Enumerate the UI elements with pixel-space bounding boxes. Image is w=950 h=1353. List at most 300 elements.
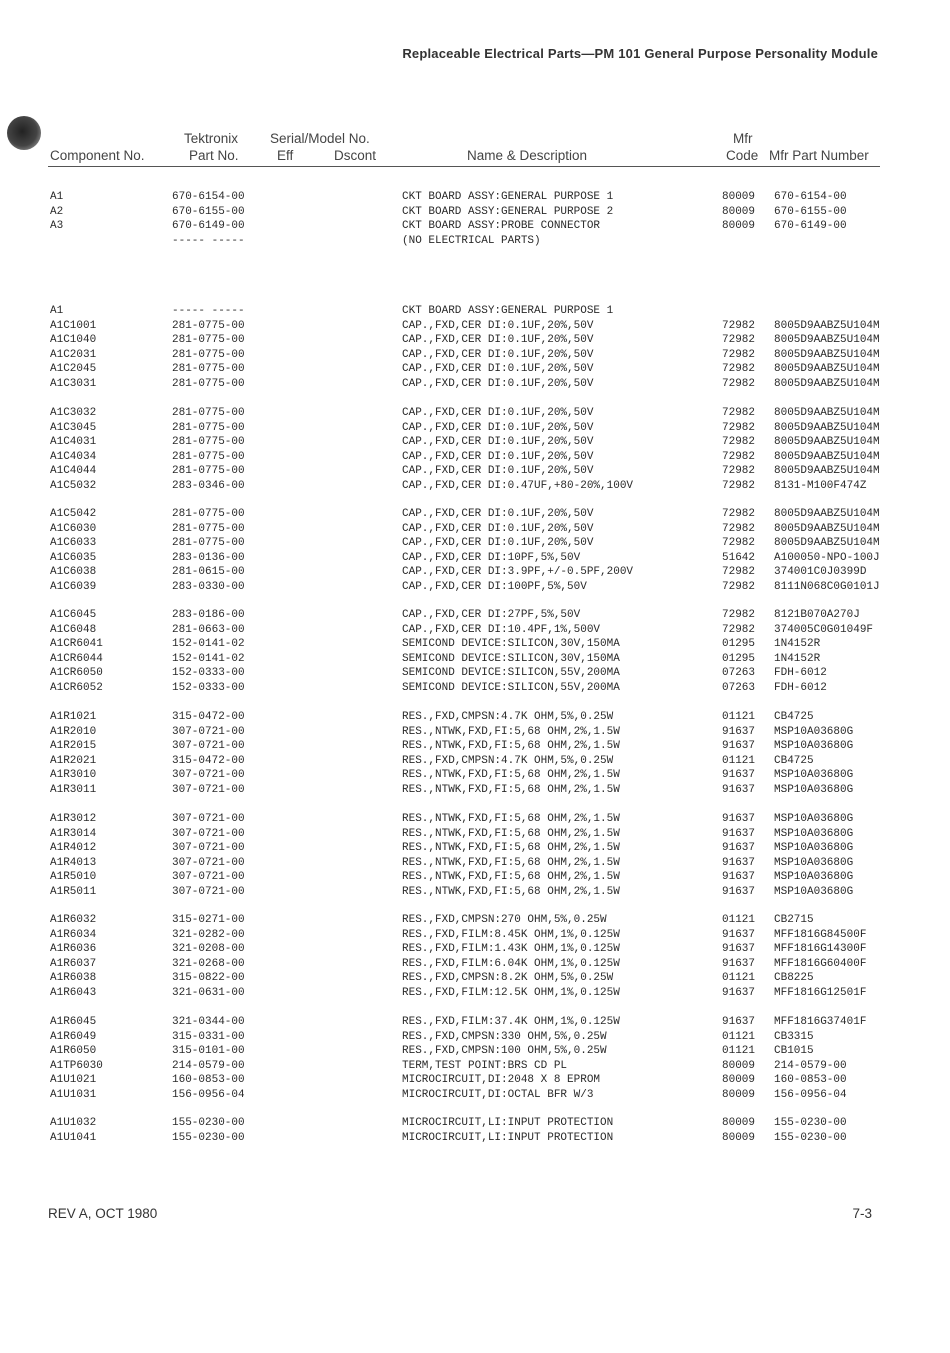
component-no: A1C2031	[50, 348, 97, 361]
mfr-part-number: 8005D9AABZ5U104M	[774, 450, 880, 463]
parts-group	[0, 507, 950, 594]
mfr-code: 80009	[722, 1074, 756, 1086]
table-row	[0, 377, 950, 392]
mfr-part-number: 8005D9AABZ5U104M	[774, 377, 880, 390]
parts-group	[0, 608, 950, 695]
description: MICROCIRCUIT,LI:INPUT PROTECTION	[402, 1117, 614, 1129]
mfr-part-number: MFF1816G60400F	[774, 957, 867, 970]
tek-part-no: 281-0775-00	[172, 421, 245, 434]
mfr-part-number: FDH-6012	[774, 667, 827, 679]
component-no: A1TP6030	[50, 1059, 103, 1072]
mfr-code: 01121	[722, 1045, 756, 1057]
table-row	[0, 406, 950, 421]
mfr-part-number: CB2715	[774, 914, 814, 926]
table-row	[0, 1116, 950, 1131]
tek-part-no: 315-0101-00	[172, 1045, 245, 1057]
description: CAP.,FXD,CER DI:0.1UF,20%,50V	[402, 407, 594, 419]
mfr-code: 91637	[722, 769, 756, 781]
mfr-code: 91637	[722, 740, 756, 752]
col-dscont: Dscont	[334, 148, 377, 163]
mfr-code: 91637	[722, 842, 756, 854]
mfr-code: 80009	[722, 1131, 756, 1144]
description: RES.,FXD,FILM:1.43K OHM,1%,0.125W	[402, 943, 620, 955]
tek-part-no: ----- -----	[172, 305, 245, 317]
table-row	[0, 957, 950, 972]
mfr-part-number: 156-0956-04	[774, 1088, 847, 1101]
description: CAP.,FXD,CER DI:0.1UF,20%,50V	[402, 319, 594, 332]
mfr-part-number: MFF1816G37401F	[774, 1016, 867, 1028]
component-no: A1C5032	[50, 479, 97, 492]
tek-part-no: 283-0186-00	[172, 609, 245, 621]
component-no: A1U1021	[50, 1074, 97, 1086]
component-no: A1C3045	[50, 421, 97, 434]
mfr-part-number: 160-0853-00	[774, 1074, 847, 1086]
parts-group	[0, 1116, 950, 1145]
table-row	[0, 1073, 950, 1088]
mfr-part-number: 374005C0G01049F	[774, 623, 874, 636]
tek-part-no: 155-0230-00	[172, 1117, 245, 1129]
tek-part-no: 152-0333-00	[172, 681, 245, 694]
description: SEMICOND DEVICE:SILICON,55V,200MA	[402, 681, 620, 694]
table-row	[0, 768, 950, 783]
table-row	[0, 565, 950, 580]
component-no: A1C6039	[50, 580, 97, 593]
mfr-code: 72982	[722, 377, 756, 390]
mfr-part-number: MSP10A03680G	[774, 842, 854, 854]
component-no: A1R6043	[50, 986, 97, 999]
mfr-part-number: MFF1816G84500F	[774, 928, 867, 941]
description: RES.,FXD,FILM:8.45K OHM,1%,0.125W	[402, 928, 620, 941]
component-no: A1R3014	[50, 827, 97, 840]
mfr-code: 80009	[722, 191, 756, 203]
table-row	[0, 739, 950, 754]
mfr-code: 80009	[722, 1059, 756, 1072]
mfr-code: 01121	[722, 914, 756, 926]
component-no: A1CR6050	[50, 667, 103, 679]
mfr-code: 01295	[722, 652, 756, 665]
mfr-code: 51642	[722, 551, 756, 564]
mfr-part-number: 670-6154-00	[774, 191, 847, 203]
parts-group	[0, 812, 950, 899]
description: MICROCIRCUIT,DI:OCTAL BFR W/3	[402, 1088, 594, 1101]
description: CAP.,FXD,CER DI:0.47UF,+80-20%,100V	[402, 479, 634, 492]
tek-part-no: 156-0956-04	[172, 1088, 245, 1101]
description: CAP.,FXD,CER DI:0.1UF,20%,50V	[402, 363, 594, 375]
tek-part-no: 670-6149-00	[172, 220, 245, 232]
mfr-part-number: 8005D9AABZ5U104M	[774, 334, 880, 346]
tek-part-no: 281-0775-00	[172, 436, 245, 448]
mfr-part-number: 374001C0J0399D	[774, 566, 867, 578]
description: RES.,NTWK,FXD,FI:5,68 OHM,2%,1.5W	[402, 856, 620, 869]
mfr-part-number: 8005D9AABZ5U104M	[774, 363, 880, 375]
table-row	[0, 885, 950, 900]
col-part-no: Part No.	[189, 148, 239, 163]
component-no: A1C4031	[50, 436, 97, 448]
tek-part-no: 315-0472-00	[172, 754, 245, 767]
component-no: A1U1041	[50, 1131, 97, 1144]
component-no: A1C6038	[50, 566, 97, 578]
mfr-part-number: MSP10A03680G	[774, 827, 854, 840]
mfr-part-number: 214-0579-00	[774, 1059, 847, 1072]
description: CAP.,FXD,CER DI:0.1UF,20%,50V	[402, 436, 594, 448]
col-name-description: Name & Description	[467, 148, 588, 163]
mfr-code: 72982	[722, 421, 756, 434]
description: CAP.,FXD,CER DI:0.1UF,20%,50V	[402, 421, 594, 434]
description: SEMICOND DEVICE:SILICON,30V,150MA	[402, 638, 620, 650]
mfr-code: 80009	[722, 220, 756, 232]
table-row	[0, 536, 950, 551]
mfr-part-number: MSP10A03680G	[774, 769, 854, 781]
component-no: A1R4012	[50, 842, 97, 854]
tek-part-no: 307-0721-00	[172, 827, 245, 840]
table-row	[0, 637, 950, 652]
tek-part-no: 315-0822-00	[172, 972, 245, 984]
description: RES.,FXD,CMPSN:270 OHM,5%,0.25W	[402, 914, 607, 926]
mfr-part-number: 670-6155-00	[774, 205, 847, 218]
tek-part-no: 283-0330-00	[172, 580, 245, 593]
mfr-code: 80009	[722, 1088, 756, 1101]
table-row	[0, 710, 950, 725]
mfr-part-number: MSP10A03680G	[774, 871, 854, 883]
description: RES.,NTWK,FXD,FI:5,68 OHM,2%,1.5W	[402, 885, 620, 898]
mfr-code: 72982	[722, 580, 756, 593]
description: CAP.,FXD,CER DI:0.1UF,20%,50V	[402, 377, 594, 390]
table-row	[0, 812, 950, 827]
table-row	[0, 551, 950, 566]
component-no: A1C3031	[50, 377, 97, 390]
mfr-part-number: 8005D9AABZ5U104M	[774, 319, 880, 332]
mfr-part-number: FDH-6012	[774, 681, 827, 694]
component-no: A1R4013	[50, 856, 97, 869]
mfr-code: 72982	[722, 609, 756, 621]
description: RES.,FXD,FILM:6.04K OHM,1%,0.125W	[402, 957, 620, 970]
mfr-code: 80009	[722, 205, 756, 218]
description: RES.,FXD,FILM:12.5K OHM,1%,0.125W	[402, 986, 620, 999]
component-no: A1	[50, 191, 64, 203]
binder-hole	[7, 116, 41, 150]
mfr-code: 91637	[722, 885, 756, 898]
description: CAP.,FXD,CER DI:0.1UF,20%,50V	[402, 348, 594, 361]
table-row	[0, 522, 950, 537]
table-row	[0, 450, 950, 465]
mfr-code: 07263	[722, 681, 756, 694]
table-row	[0, 507, 950, 522]
description: CAP.,FXD,CER DI:0.1UF,20%,50V	[402, 508, 594, 520]
tek-part-no: 307-0721-00	[172, 783, 245, 796]
description: RES.,NTWK,FXD,FI:5,68 OHM,2%,1.5W	[402, 783, 620, 796]
table-row	[0, 913, 950, 928]
component-no: A1R6038	[50, 972, 97, 984]
description: CAP.,FXD,CER DI:0.1UF,20%,50V	[402, 450, 594, 463]
tek-part-no: 281-0775-00	[172, 348, 245, 361]
description: CKT BOARD ASSY:GENERAL PURPOSE 1	[402, 191, 614, 203]
mfr-code: 91637	[722, 1016, 756, 1028]
description: RES.,NTWK,FXD,FI:5,68 OHM,2%,1.5W	[402, 769, 620, 781]
component-no: A1R2010	[50, 725, 97, 738]
mfr-part-number: 8005D9AABZ5U104M	[774, 522, 880, 535]
component-no: A1C6048	[50, 623, 97, 636]
mfr-code: 91637	[722, 928, 756, 941]
mfr-code: 91637	[722, 783, 756, 796]
mfr-code: 91637	[722, 871, 756, 883]
component-no: A1C5042	[50, 508, 97, 520]
table-row	[0, 754, 950, 769]
mfr-part-number: MSP10A03680G	[774, 856, 854, 869]
table-row	[0, 348, 950, 363]
mfr-code: 72982	[722, 348, 756, 361]
tek-part-no: 281-0775-00	[172, 377, 245, 390]
component-no: A1R6036	[50, 943, 97, 955]
component-no: A1C4034	[50, 450, 97, 463]
mfr-code: 80009	[722, 1117, 756, 1129]
component-no: A1R1021	[50, 711, 97, 723]
tek-part-no: 321-0268-00	[172, 957, 245, 970]
mfr-code: 91637	[722, 725, 756, 738]
table-row	[0, 971, 950, 986]
table-row	[0, 928, 950, 943]
table-row	[0, 841, 950, 856]
component-no: A1R2021	[50, 754, 97, 767]
table-row	[0, 435, 950, 450]
description: RES.,FXD,CMPSN:100 OHM,5%,0.25W	[402, 1045, 607, 1057]
mfr-part-number: CB4725	[774, 711, 814, 723]
parts-group	[0, 1015, 950, 1102]
mfr-code: 72982	[722, 479, 756, 492]
component-no: A2	[50, 205, 64, 218]
tek-part-no: 281-0775-00	[172, 334, 245, 346]
description: CAP.,FXD,CER DI:0.1UF,20%,50V	[402, 334, 594, 346]
description: CAP.,FXD,CER DI:0.1UF,20%,50V	[402, 537, 594, 549]
component-no: A1CR6041	[50, 638, 103, 650]
tek-part-no: 321-0344-00	[172, 1016, 245, 1028]
component-no: A1CR6052	[50, 681, 103, 694]
parts-group	[0, 913, 950, 1000]
tek-part-no: 307-0721-00	[172, 871, 245, 883]
tek-part-no: 283-0346-00	[172, 479, 245, 492]
mfr-part-number: MSP10A03680G	[774, 740, 854, 752]
mfr-part-number: 8005D9AABZ5U104M	[774, 407, 880, 419]
tek-part-no: 307-0721-00	[172, 740, 245, 752]
table-row	[0, 234, 950, 249]
description: SEMICOND DEVICE:SILICON,30V,150MA	[402, 652, 620, 665]
tek-part-no: 283-0136-00	[172, 551, 245, 564]
tek-part-no: 281-0775-00	[172, 407, 245, 419]
table-row	[0, 1044, 950, 1059]
mfr-part-number: CB1015	[774, 1045, 814, 1057]
tek-part-no: 307-0721-00	[172, 725, 245, 738]
description: RES.,FXD,CMPSN:330 OHM,5%,0.25W	[402, 1030, 607, 1043]
component-no: A1R3010	[50, 769, 97, 781]
mfr-code: 72982	[722, 450, 756, 463]
mfr-part-number: MSP10A03680G	[774, 783, 854, 796]
description: RES.,NTWK,FXD,FI:5,68 OHM,2%,1.5W	[402, 842, 620, 854]
description: MICROCIRCUIT,LI:INPUT PROTECTION	[402, 1131, 614, 1144]
component-no: A1C6035	[50, 551, 97, 564]
mfr-code: 91637	[722, 827, 756, 840]
tek-part-no: 670-6154-00	[172, 191, 245, 203]
mfr-code: 72982	[722, 407, 756, 419]
component-no: A1CR6044	[50, 652, 103, 665]
tek-part-no: 160-0853-00	[172, 1074, 245, 1086]
mfr-part-number: 8121B070A270J	[774, 609, 860, 621]
component-no: A1U1032	[50, 1117, 97, 1129]
description: CAP.,FXD,CER DI:3.9PF,+/-0.5PF,200V	[402, 566, 634, 578]
component-no: A1R6045	[50, 1016, 97, 1028]
tek-part-no: 281-0775-00	[172, 363, 245, 375]
tek-part-no: 281-0663-00	[172, 623, 245, 636]
mfr-part-number: 8005D9AABZ5U104M	[774, 537, 880, 549]
mfr-part-number: 8111N068C0G0101J	[774, 580, 880, 593]
tek-part-no: 281-0775-00	[172, 450, 245, 463]
component-no: A1R5011	[50, 885, 97, 898]
mfr-code: 01295	[722, 638, 756, 650]
table-row	[0, 362, 950, 377]
component-no: A1R6034	[50, 928, 97, 941]
component-no: A1R5010	[50, 871, 97, 883]
component-no: A3	[50, 220, 64, 232]
tek-part-no: 152-0333-00	[172, 667, 245, 679]
tek-part-no: 155-0230-00	[172, 1131, 245, 1144]
table-row	[0, 666, 950, 681]
component-no: A1C1040	[50, 334, 97, 346]
table-row	[0, 479, 950, 494]
mfr-code: 07263	[722, 667, 756, 679]
mfr-code: 01121	[722, 754, 756, 767]
description: RES.,FXD,CMPSN:4.7K OHM,5%,0.25W	[402, 711, 614, 723]
description: CKT BOARD ASSY:GENERAL PURPOSE 1	[402, 305, 614, 317]
tek-part-no: 281-0775-00	[172, 319, 245, 332]
tek-part-no: 321-0208-00	[172, 943, 245, 955]
table-row	[0, 827, 950, 842]
mfr-part-number: 1N4152R	[774, 638, 821, 650]
tek-part-no: 307-0721-00	[172, 813, 245, 825]
table-row	[0, 219, 950, 234]
tek-part-no: 315-0331-00	[172, 1030, 245, 1043]
mfr-code: 72982	[722, 465, 756, 477]
mfr-part-number: 8005D9AABZ5U104M	[774, 508, 880, 520]
mfr-code: 72982	[722, 319, 756, 332]
description: CKT BOARD ASSY:PROBE CONNECTOR	[402, 220, 601, 232]
component-no: A1R3011	[50, 783, 97, 796]
mfr-part-number: CB3315	[774, 1030, 814, 1043]
component-no: A1	[50, 305, 64, 317]
tek-part-no: 321-0282-00	[172, 928, 245, 941]
mfr-code: 72982	[722, 334, 756, 346]
description: CAP.,FXD,CER DI:0.1UF,20%,50V	[402, 522, 594, 535]
table-row	[0, 580, 950, 595]
table-row	[0, 1088, 950, 1103]
table-row	[0, 652, 950, 667]
mfr-code: 72982	[722, 508, 756, 520]
mfr-code: 72982	[722, 522, 756, 535]
col-mfr-line1: Mfr	[733, 131, 753, 146]
page-header-title: Replaceable Electrical Parts—PM 101 General Purpose Personality Module	[402, 46, 878, 61]
mfr-code: 72982	[722, 566, 756, 578]
component-no: A1C6030	[50, 522, 97, 535]
tek-part-no: 281-0775-00	[172, 537, 245, 549]
tek-part-no: 152-0141-02	[172, 638, 245, 650]
component-no: A1R6049	[50, 1030, 97, 1043]
tek-part-no: 281-0775-00	[172, 508, 245, 520]
col-mfr-code: Code	[726, 148, 759, 163]
description: RES.,NTWK,FXD,FI:5,68 OHM,2%,1.5W	[402, 871, 620, 883]
tek-part-no: 281-0775-00	[172, 522, 245, 535]
table-row	[0, 608, 950, 623]
tek-part-no: 321-0631-00	[172, 986, 245, 999]
mfr-part-number: CB4725	[774, 754, 814, 767]
tek-part-no: 307-0721-00	[172, 842, 245, 854]
description: RES.,FXD,CMPSN:4.7K OHM,5%,0.25W	[402, 754, 614, 767]
revision-label: REV A, OCT 1980	[48, 1206, 158, 1221]
mfr-code: 91637	[722, 856, 756, 869]
table-row	[0, 942, 950, 957]
component-no: A1R3012	[50, 813, 97, 825]
mfr-code: 91637	[722, 813, 756, 825]
mfr-code: 91637	[722, 943, 756, 955]
table-row	[0, 986, 950, 1001]
page-number: 7-3	[852, 1206, 872, 1221]
table-row	[0, 421, 950, 436]
tek-part-no: 214-0579-00	[172, 1059, 245, 1072]
component-no: A1R6050	[50, 1045, 97, 1057]
tek-part-no: ----- -----	[172, 234, 245, 247]
component-no: A1C2045	[50, 363, 97, 375]
description: RES.,NTWK,FXD,FI:5,68 OHM,2%,1.5W	[402, 827, 620, 840]
mfr-part-number: MSP10A03680G	[774, 813, 854, 825]
mfr-code: 72982	[722, 623, 756, 636]
component-no: A1U1031	[50, 1088, 97, 1101]
mfr-code: 01121	[722, 711, 756, 723]
description: MICROCIRCUIT,DI:2048 X 8 EPROM	[402, 1074, 601, 1086]
table-row	[0, 304, 950, 319]
tek-part-no: 152-0141-02	[172, 652, 245, 665]
table-row	[0, 1059, 950, 1074]
description: RES.,NTWK,FXD,FI:5,68 OHM,2%,1.5W	[402, 740, 620, 752]
table-row	[0, 783, 950, 798]
tek-part-no: 281-0615-00	[172, 566, 245, 578]
mfr-part-number: 155-0230-00	[774, 1131, 847, 1144]
table-row	[0, 870, 950, 885]
table-row	[0, 725, 950, 740]
table-row	[0, 1030, 950, 1045]
parts-group	[0, 406, 950, 493]
col-tektronix-line1: Tektronix	[184, 131, 239, 146]
parts-group	[0, 304, 950, 391]
mfr-part-number: 8005D9AABZ5U104M	[774, 421, 880, 434]
tek-part-no: 315-0472-00	[172, 711, 245, 723]
mfr-part-number: MFF1816G12501F	[774, 986, 867, 999]
mfr-part-number: 8005D9AABZ5U104M	[774, 348, 880, 361]
description: CAP.,FXD,CER DI:0.1UF,20%,50V	[402, 465, 594, 477]
mfr-code: 72982	[722, 363, 756, 375]
mfr-part-number: 8005D9AABZ5U104M	[774, 465, 880, 477]
component-no: A1R2015	[50, 740, 97, 752]
description: RES.,NTWK,FXD,FI:5,68 OHM,2%,1.5W	[402, 813, 620, 825]
component-no: A1C1001	[50, 319, 97, 332]
table-row	[0, 1015, 950, 1030]
parts-group	[0, 190, 950, 248]
tek-part-no: 281-0775-00	[172, 465, 245, 477]
description: TERM,TEST POINT:BRS CD PL	[402, 1059, 568, 1072]
description: CAP.,FXD,CER DI:10PF,5%,50V	[402, 551, 581, 564]
col-eff: Eff	[277, 148, 294, 163]
parts-group	[0, 710, 950, 797]
table-row	[0, 623, 950, 638]
table-row	[0, 464, 950, 479]
mfr-part-number: 155-0230-00	[774, 1117, 847, 1129]
tek-part-no: 670-6155-00	[172, 205, 245, 218]
mfr-code: 72982	[722, 436, 756, 448]
